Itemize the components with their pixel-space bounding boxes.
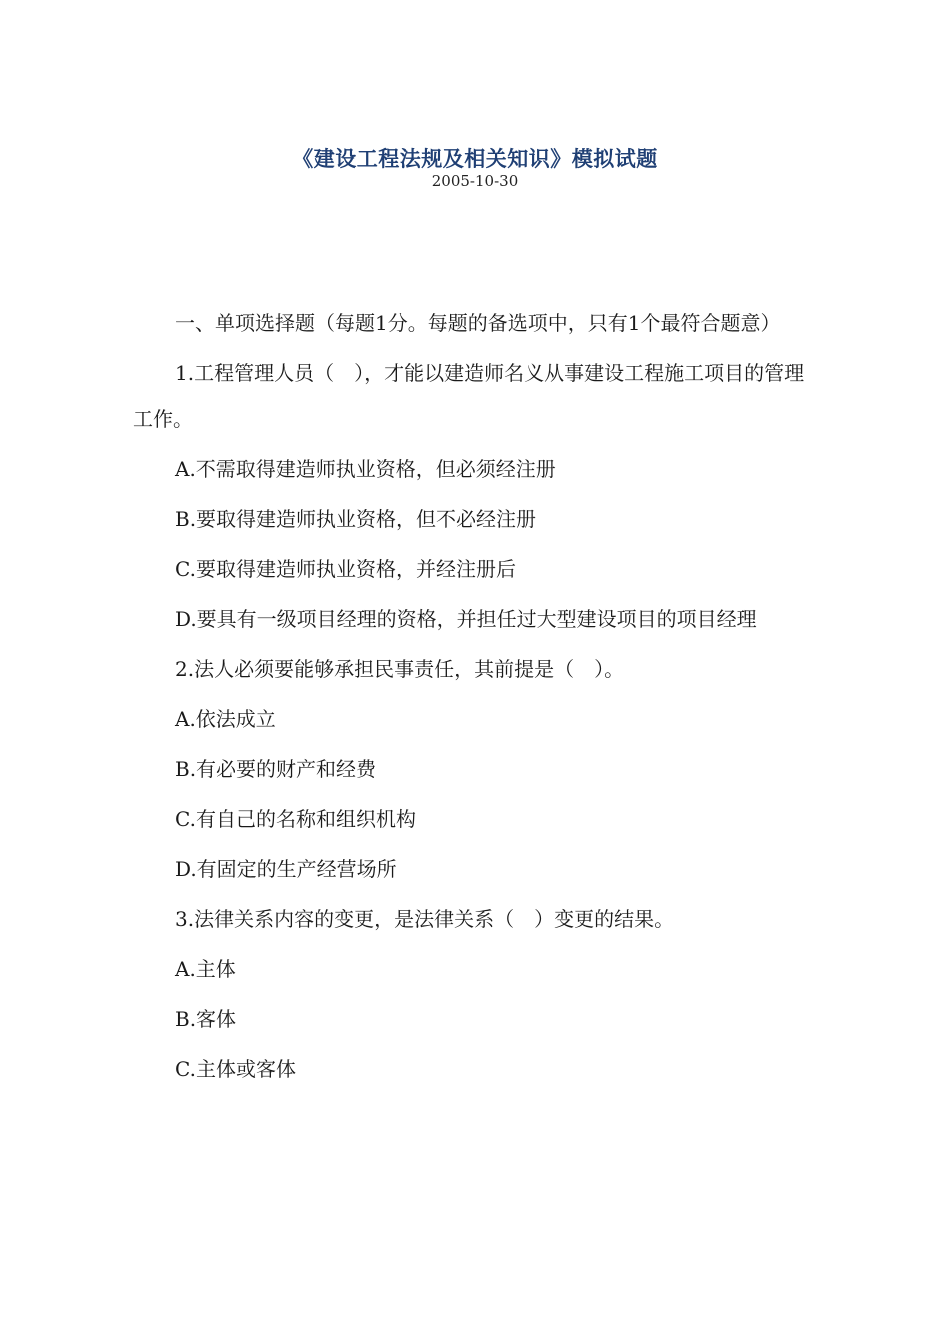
question-stem: 1.工程管理人员（ ），才能以建造师名义从事建设工程施工项目的管理工作。 [133,361,805,431]
document-date: 2005-10-30 [431,172,519,190]
question-stem: 2.法人必须要能够承担民事责任，其前提是（ ）。 [175,657,625,681]
question-option: C.要取得建造师执业资格，并经注册后 [175,557,516,581]
question-option: B.要取得建造师执业资格，但不必经注册 [175,507,537,531]
question-2 [133,646,813,892]
question-option: D.要具有一级项目经理的资格，并担任过大型建设项目的项目经理 [175,607,757,631]
question-option: B.有必要的财产和经费 [175,757,377,781]
question-option: D.有固定的生产经营场所 [175,857,397,881]
question-stem: 3.法律关系内容的变更，是法律关系（ ）变更的结果。 [175,907,675,931]
question-option: C.主体或客体 [175,1057,296,1081]
question-option: A.主体 [175,957,236,981]
section-heading: 一、单项选择题（每题1分。每题的备选项中，只有1个最符合题意） [175,311,781,335]
question-1 [133,350,813,642]
question-option: A.不需取得建造师执业资格，但必须经注册 [175,457,556,481]
document-body [133,300,813,1096]
question-option: A.依法成立 [175,707,276,731]
document-title: 《建设工程法规及相关知识》模拟试题 [292,146,658,171]
question-option: C.有自己的名称和组织机构 [175,807,416,831]
question-option: B.客体 [175,1007,237,1031]
question-3 [133,896,813,1092]
